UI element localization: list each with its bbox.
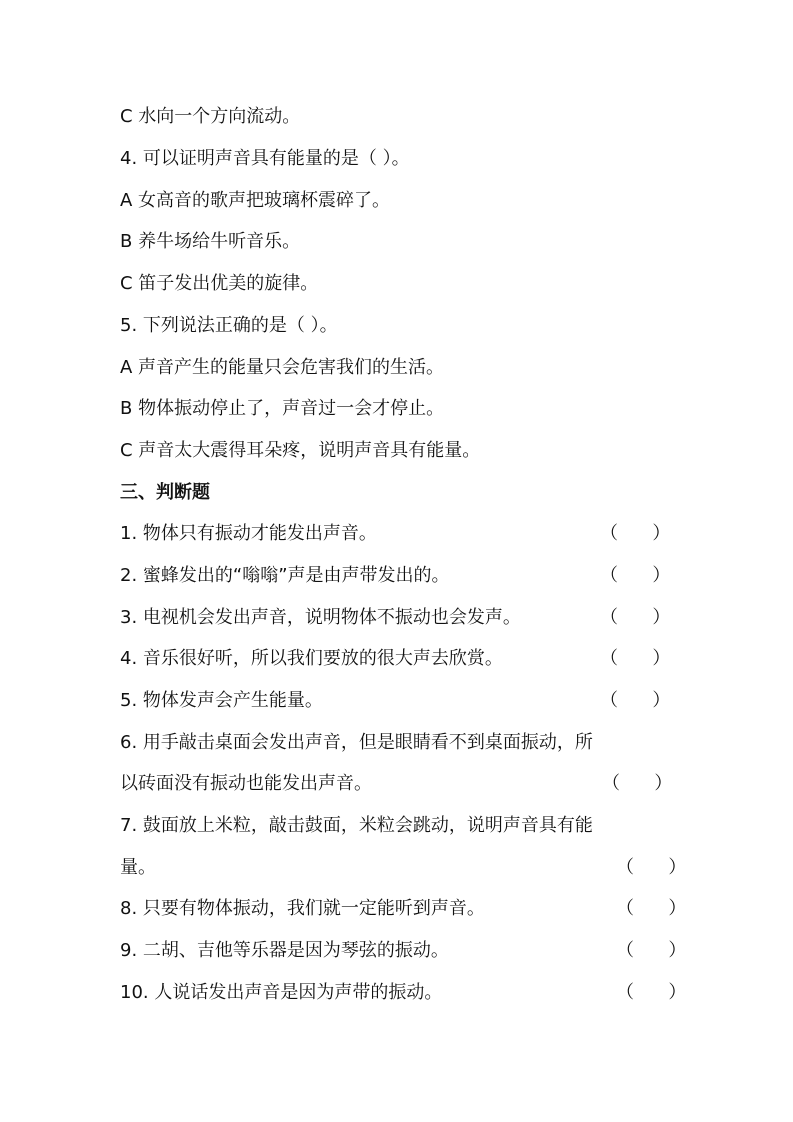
option-c-water-flow: C 水向一个方向流动。: [120, 106, 301, 127]
judge-item-1: [120, 520, 680, 548]
answer-blank[interactable]: （ ）: [616, 857, 687, 878]
question-5: 5. 下列说法正确的是（ ）。: [120, 315, 338, 336]
question-5-option-c: C 声音太大震得耳朵疼，说明声音具有能量。: [120, 440, 481, 461]
judge-item-4: [120, 645, 680, 673]
answer-blank[interactable]: （ ）: [616, 940, 687, 961]
judge-item-9: [120, 937, 687, 965]
judge-item-7-line-2: [120, 854, 687, 882]
judge-item-text: 以砖面没有振动也能发出声音。: [120, 773, 372, 794]
question-4: 4. 可以证明声音具有能量的是（ ）。: [120, 148, 410, 169]
judge-item-text: 1. 物体只有振动才能发出声音。: [120, 523, 377, 544]
judge-item-text: 9. 二胡、吉他等乐器是因为琴弦的振动。: [120, 940, 449, 961]
judge-item-10: [120, 979, 687, 1007]
judge-item-text: 4. 音乐很好听，所以我们要放的很大声去欣赏。: [120, 648, 503, 669]
answer-blank[interactable]: （ ）: [616, 898, 687, 919]
judge-item-7-line-1: 7. 鼓面放上米粒，敲击鼓面，米粒会跳动，说明声音具有能: [120, 815, 593, 836]
judge-item-text: 3. 电视机会发出声音，说明物体不振动也会发声。: [120, 607, 521, 628]
judge-item-5: [120, 687, 680, 715]
judge-item-text: 2. 蜜蜂发出的“嗡嗡”声是由声带发出的。: [120, 565, 450, 586]
judge-item-text: 8. 只要有物体振动，我们就一定能听到声音。: [120, 898, 485, 919]
answer-blank[interactable]: （ ）: [600, 565, 671, 586]
judge-item-3: [120, 604, 680, 632]
judge-item-text: 10. 人说话发出声音是因为声带的振动。: [120, 982, 443, 1003]
judge-item-6-line-2: [120, 770, 680, 798]
answer-blank[interactable]: （ ）: [616, 982, 687, 1003]
judge-item-8: [120, 895, 687, 923]
answer-blank[interactable]: （ ）: [600, 648, 671, 669]
answer-blank[interactable]: （ ）: [602, 773, 673, 794]
section-title-judgement: 三、判断题: [120, 482, 210, 503]
answer-blank[interactable]: （ ）: [600, 607, 671, 628]
answer-blank[interactable]: （ ）: [600, 690, 671, 711]
judge-item-2: [120, 562, 680, 590]
question-4-option-c: C 笛子发出优美的旋律。: [120, 273, 319, 294]
question-5-option-b: B 物体振动停止了，声音过一会才停止。: [120, 398, 445, 419]
judge-item-text: 5. 物体发声会产生能量。: [120, 690, 323, 711]
question-4-option-a: A 女高音的歌声把玻璃杯震碎了。: [120, 190, 391, 211]
judge-item-6-line-1: 6. 用手敲击桌面会发出声音，但是眼睛看不到桌面振动，所: [120, 732, 593, 753]
answer-blank[interactable]: （ ）: [600, 523, 671, 544]
question-5-option-a: A 声音产生的能量只会危害我们的生活。: [120, 357, 445, 378]
judge-item-text: 量。: [120, 857, 156, 878]
question-4-option-b: B 养牛场给牛听音乐。: [120, 231, 301, 252]
